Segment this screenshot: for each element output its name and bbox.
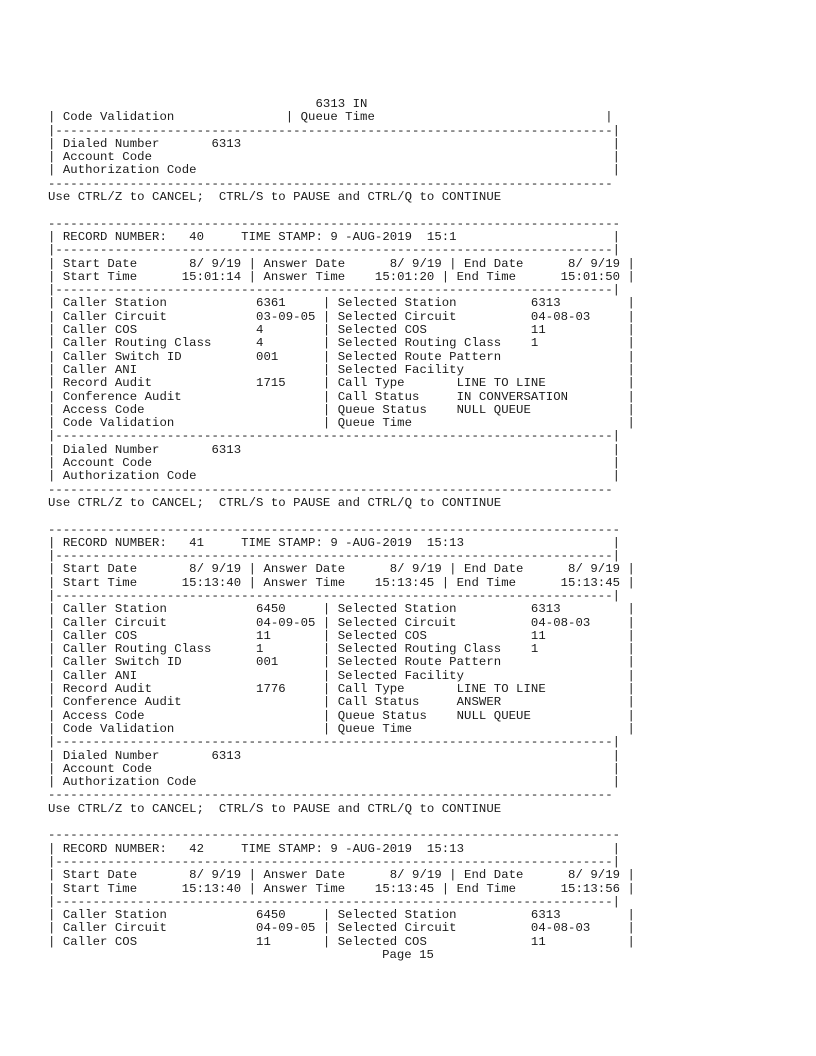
report-line: | Record Audit 1715 | Call Type LINE TO LINE | bbox=[48, 376, 635, 391]
report-line: | Account Code | bbox=[48, 456, 621, 471]
call-detail-report-text bbox=[48, 98, 635, 949]
report-line: |---------------------------------------------------------------------------| bbox=[48, 283, 621, 298]
report-line: |---------------------------------------------------------------------------| bbox=[48, 429, 621, 444]
report-line: | Code Validation | Queue Time | bbox=[48, 416, 635, 431]
report-line: | Start Date 8/ 9/19 | Answer Date 8/ 9/19 | End Date 8/ 9/19 | bbox=[48, 562, 635, 577]
report-line: | Conference Audit | Call Status IN CONVERSATION | bbox=[48, 389, 635, 404]
report-line: | Code Validation | Queue Time | bbox=[48, 721, 635, 736]
report-line: Use CTRL/Z to CANCEL; CTRL/S to PAUSE and CTRL/Q to CONTINUE bbox=[48, 190, 502, 205]
report-line: | Caller Station 6450 | Selected Station 6313 | bbox=[48, 602, 635, 617]
report-line: | Caller Circuit 04-09-05 | Selected Circuit 04-08-03 | bbox=[48, 921, 635, 936]
report-line: | Access Code | Queue Status NULL QUEUE | bbox=[48, 402, 635, 417]
report-line: |---------------------------------------------------------------------------| bbox=[48, 243, 621, 258]
report-line: | Record Audit 1776 | Call Type LINE TO LINE | bbox=[48, 682, 635, 697]
report-line: |---------------------------------------------------------------------------| bbox=[48, 854, 621, 869]
report-line: | Start Date 8/ 9/19 | Answer Date 8/ 9/19 | End Date 8/ 9/19 | bbox=[48, 256, 635, 271]
report-line: ----------------------------------------------------------------------------- bbox=[48, 828, 621, 843]
report-line: | RECORD NUMBER: 41 TIME STAMP: 9 -AUG-2019 15:13 | bbox=[48, 535, 621, 550]
report-line: | Caller ANI | Selected Facility | bbox=[48, 668, 635, 683]
report-line: | Caller COS 11 | Selected COS 11 | bbox=[48, 934, 635, 949]
report-line: | Start Time 15:01:14 | Answer Time 15:01:20 | End Time 15:01:50 | bbox=[48, 269, 635, 284]
report-line: | Caller Circuit 04-09-05 | Selected Circuit 04-08-03 | bbox=[48, 615, 635, 630]
report-line: | Start Time 15:13:40 | Answer Time 15:13:45 | End Time 15:13:45 | bbox=[48, 575, 635, 590]
report-line: | Caller Switch ID 001 | Selected Route Pattern | bbox=[48, 349, 635, 364]
page-number: Page 15 bbox=[382, 948, 434, 962]
report-line: | Account Code | bbox=[48, 761, 621, 776]
report-line: | Start Time 15:13:40 | Answer Time 15:13:45 | End Time 15:13:56 | bbox=[48, 881, 635, 896]
report-line: | Caller Routing Class 4 | Selected Routing Class 1 | bbox=[48, 336, 635, 351]
report-line: |---------------------------------------------------------------------------| bbox=[48, 588, 621, 603]
report-line: | Dialed Number 6313 | bbox=[48, 748, 621, 763]
report-line: | Caller COS 11 | Selected COS 11 | bbox=[48, 628, 635, 643]
report-line: | Authorization Code | bbox=[48, 469, 621, 484]
report-line: |---------------------------------------------------------------------------| bbox=[48, 735, 621, 750]
report-line: | Conference Audit | Call Status ANSWER | bbox=[48, 695, 635, 710]
report-line: | Dialed Number 6313 | bbox=[48, 136, 621, 151]
report-line: ---------------------------------------------------------------------------- bbox=[48, 176, 613, 191]
report-line: | Caller Switch ID 001 | Selected Route Pattern | bbox=[48, 655, 635, 670]
report-line: | Caller COS 4 | Selected COS 11 | bbox=[48, 323, 635, 338]
report-line: | Authorization Code | bbox=[48, 775, 621, 790]
report-line: 6313 IN bbox=[48, 97, 368, 111]
report-line: ----------------------------------------------------------------------------- bbox=[48, 216, 621, 231]
report-line: | Caller Station 6450 | Selected Station 6313 | bbox=[48, 908, 635, 923]
report-line: Use CTRL/Z to CANCEL; CTRL/S to PAUSE and CTRL/Q to CONTINUE bbox=[48, 495, 502, 510]
report-line: | Caller Station 6361 | Selected Station 6313 | bbox=[48, 296, 635, 311]
report-line: | Account Code | bbox=[48, 150, 621, 165]
report-line: ----------------------------------------------------------------------------- bbox=[48, 522, 621, 537]
report-line: | Access Code | Queue Status NULL QUEUE | bbox=[48, 708, 635, 723]
report-line: |---------------------------------------------------------------------------| bbox=[48, 894, 621, 909]
report-line: |---------------------------------------------------------------------------| bbox=[48, 123, 621, 138]
report-line: | RECORD NUMBER: 42 TIME STAMP: 9 -AUG-2019 15:13 | bbox=[48, 841, 621, 856]
report-line: | Code Validation | Queue Time | bbox=[48, 110, 613, 125]
report-line: | Caller Circuit 03-09-05 | Selected Circuit 04-08-03 | bbox=[48, 309, 635, 324]
report-line: Use CTRL/Z to CANCEL; CTRL/S to PAUSE and CTRL/Q to CONTINUE bbox=[48, 801, 502, 816]
report-line: | Caller ANI | Selected Facility | bbox=[48, 362, 635, 377]
report-line: | Dialed Number 6313 | bbox=[48, 442, 621, 457]
report-line: ---------------------------------------------------------------------------- bbox=[48, 482, 613, 497]
report-line: ---------------------------------------------------------------------------- bbox=[48, 788, 613, 803]
report-line: |---------------------------------------------------------------------------| bbox=[48, 549, 621, 564]
report-line: | Start Date 8/ 9/19 | Answer Date 8/ 9/19 | End Date 8/ 9/19 | bbox=[48, 868, 635, 883]
report-line: | RECORD NUMBER: 40 TIME STAMP: 9 -AUG-2019 15:1 | bbox=[48, 229, 621, 244]
report-line: | Caller Routing Class 1 | Selected Routing Class 1 | bbox=[48, 642, 635, 657]
report-line: | Authorization Code | bbox=[48, 163, 621, 178]
